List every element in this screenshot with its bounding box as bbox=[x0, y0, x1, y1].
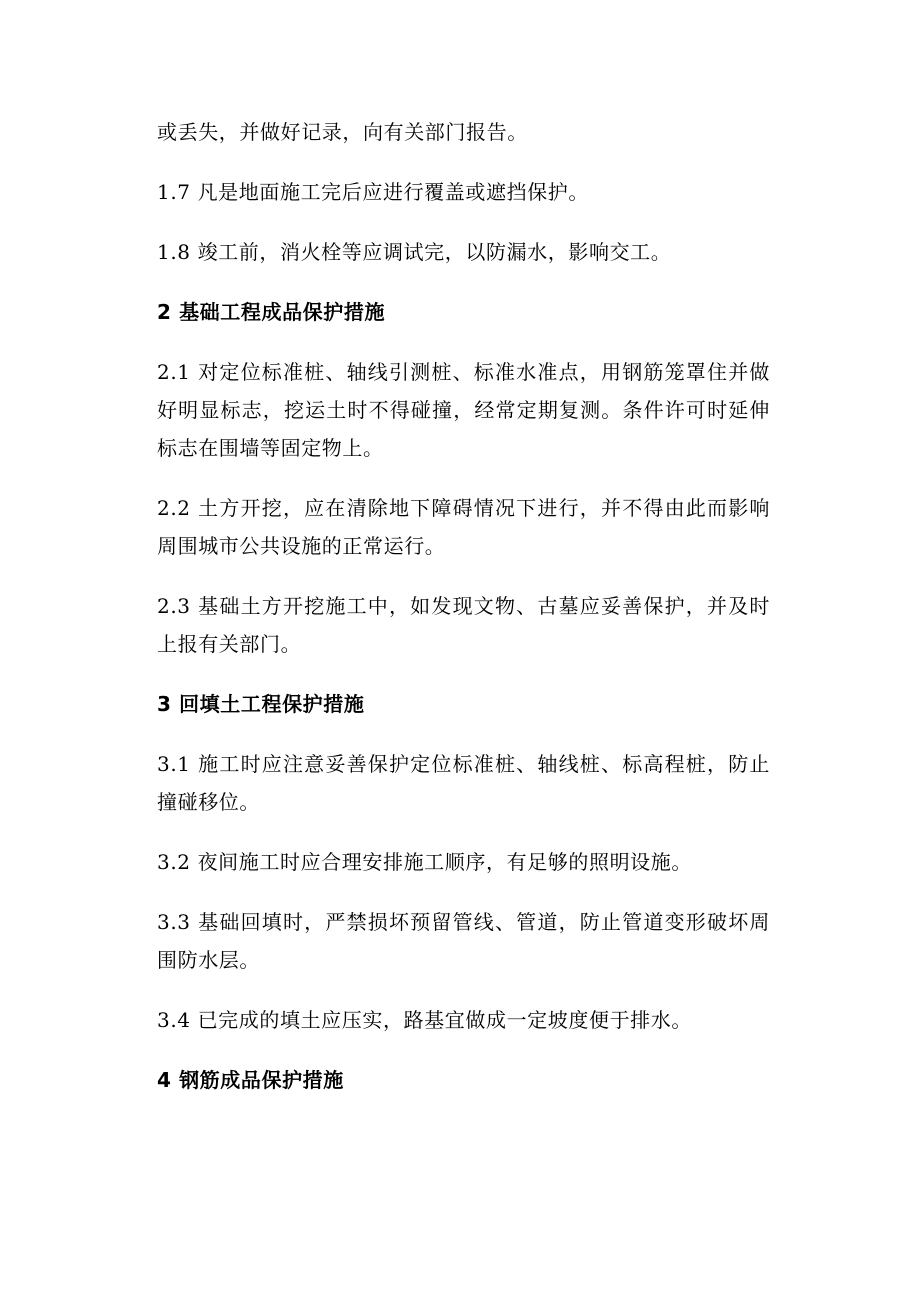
paragraph-continuation: 或丢失，并做好记录，向有关部门报告。 bbox=[157, 120, 528, 144]
paragraph-3-3: 3.3 基础回填时，严禁损坏预留管线、管道，防止管道变形破坏周围防水层。 bbox=[157, 910, 770, 972]
paragraph-2-1: 2.1 对定位标准桩、轴线引测桩、标准水准点，用钢筋笼罩住并做好明显标志，挖运土时不得碰撞，经常定期复测。条件许可时延伸标志在围墙等固定物上。 bbox=[157, 360, 770, 460]
paragraph-2-3: 2.3 基础土方开挖施工中，如发现文物、古墓应妥善保护，并及时上报有关部门。 bbox=[157, 594, 770, 656]
paragraph-3-4: 3.4 已完成的填土应压实，路基宜做成一定坡度便于排水。 bbox=[157, 1008, 692, 1032]
paragraph-1-8: 1.8 竣工前，消火栓等应调试完，以防漏水，影响交工。 bbox=[157, 240, 672, 264]
paragraph-2-2: 2.2 土方开挖，应在清除地下障碍情况下进行，并不得由此而影响周围城市公共设施的正常运行。 bbox=[157, 496, 770, 558]
section-heading-4: 4 钢筋成品保护措施 bbox=[157, 1068, 344, 1092]
paragraph-3-2: 3.2 夜间施工时应合理安排施工顺序，有足够的照明设施。 bbox=[157, 850, 692, 874]
paragraph-1-7: 1.7 凡是地面施工完后应进行覆盖或遮挡保护。 bbox=[157, 180, 589, 204]
paragraph-3-1: 3.1 施工时应注意妥善保护定位标准桩、轴线桩、标高程桩，防止撞碰移位。 bbox=[157, 752, 770, 814]
section-heading-2: 2 基础工程成品保护措施 bbox=[157, 300, 386, 324]
section-heading-3: 3 回填土工程保护措施 bbox=[157, 692, 365, 716]
